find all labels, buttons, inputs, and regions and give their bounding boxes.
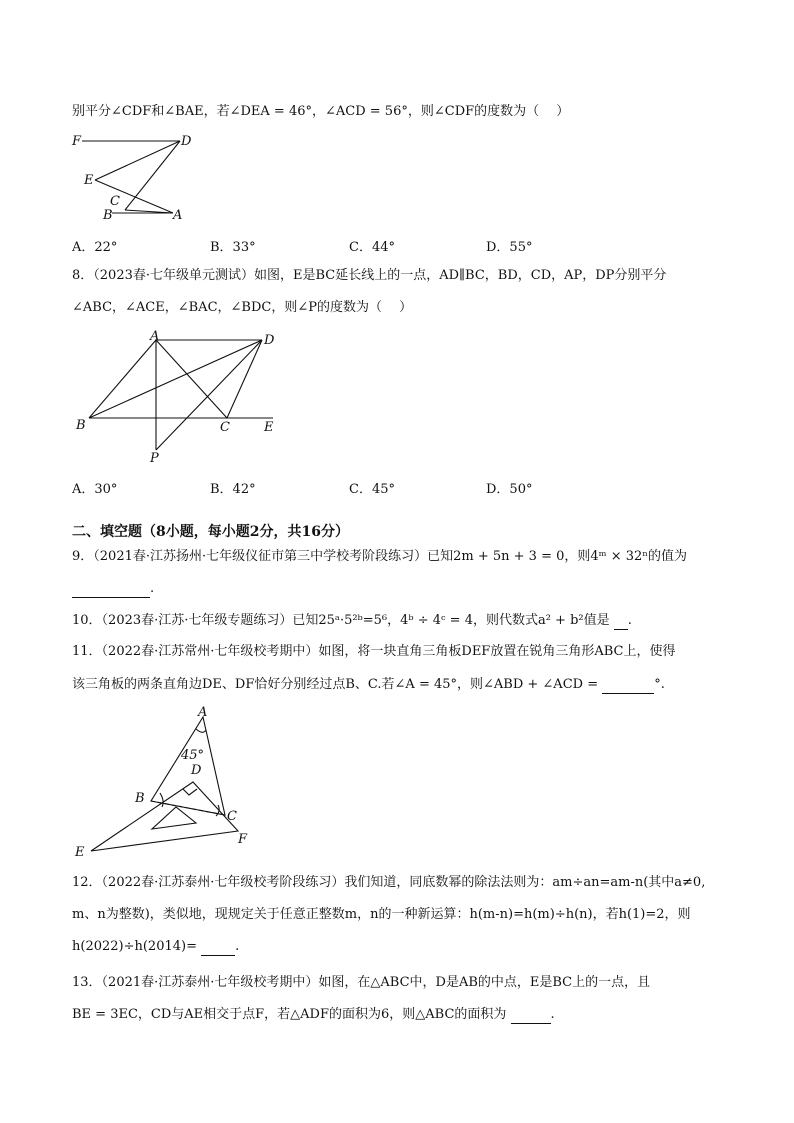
q11-label-C: C [227,809,237,824]
q8-segment-DP [156,340,262,450]
q7-label-A: A [173,208,183,223]
q11-label-angle: 45° [181,748,205,763]
q11-label-B: B [135,791,145,806]
q13-line2-end: . [550,1007,555,1022]
q9-answer-blank[interactable] [72,583,150,598]
q11-line2-end: °. [654,677,665,692]
q13-line2 [72,1006,555,1024]
q11-answer-blank[interactable] [602,679,654,694]
q7-segment-DE [95,141,180,180]
q10-answer-blank[interactable] [614,615,628,630]
q13-line1: 13．（2021春·江苏泰州·七年级校考期中）如图，在△ABC中，D是AB的中点，E是BC上的一点，且 [72,975,651,990]
q9-line2-end: . [150,581,155,596]
q8-segment-BD [89,340,262,418]
q8-label-A: A [150,329,160,344]
q11-angle-arc-B [160,793,163,807]
q7-label-D: D [181,134,192,149]
q12-line3-text: h(2022)÷h(2014)= [72,939,197,954]
q8-option-c: C．45° [349,482,395,497]
q11-right-angle-mark [183,789,197,795]
q8-label-C: C [220,420,230,435]
q11-line2 [72,676,665,694]
q8-segment-BA [89,340,156,418]
q11-figure [70,705,270,865]
q7-option-b: B．33° [210,240,256,255]
q7-option-c: C．44° [349,240,395,255]
q12-line1: 12．（2022春·江苏泰州·七年级校考阶段练习）我们知道，同底数幂的除法法则为：am÷an=am-n(其中a≠0, [72,875,706,890]
q10-end: . [627,613,632,628]
q8-option-b: B．42° [210,482,256,497]
q7-figure [70,130,200,225]
q13-answer-blank[interactable] [511,1009,551,1024]
section-2-title: 二、填空题（8小题，每小题2分，共16分） [72,524,349,540]
q10-text: 10．（2023春·江苏·七年级专题练习）已知25ᵃ·5²ᵇ=5⁶，4ᵇ ÷ 4ᶜ = 4，则代数式a² + b²值是 [72,613,610,628]
q11-label-F: F [238,832,248,847]
q11-triangle-ABC [151,717,225,815]
q10-line [72,612,632,630]
q8-stem-line1: 8．（2023春·七年级单元测试）如图，E是BC延长线上的一点，AD∥BC，BD，CD，AP，DP分别平分 [72,268,667,283]
q8-label-D: D [264,333,275,348]
q9-line2 [72,580,154,598]
q11-line1: 11．（2022春·江苏常州·七年级校考期中）如图，将一块直角三角板DEF放置在锐角三角形ABC上，使得 [72,644,676,659]
q8-segment-AC [156,340,227,418]
q7-label-B: B [103,208,113,223]
q7-segment-DC [125,141,180,210]
q8-label-B: B [76,418,86,433]
q8-label-E: E [264,420,274,435]
q7-label-F: F [72,134,82,149]
q7-stem: 别平分∠CDF和∠BAE，若∠DEA = 46°，∠ACD = 56°，则∠CDF的度数为（ ） [72,104,570,119]
q11-label-D: D [191,763,202,778]
q11-angle-arc-A [196,729,206,732]
q11-label-A: A [198,705,208,720]
q12-answer-blank[interactable] [201,941,235,956]
q11-inner-triangle [152,807,196,829]
q8-option-a: A．30° [72,482,118,497]
q12-line3-end: . [235,939,240,954]
q9-line1: 9．（2021春·江苏扬州·七年级仪征市第三中学校考阶段练习）已知2m + 5n + 3 = 0，则4ᵐ × 32ⁿ的值为 [72,549,687,564]
q7-option-a: A．22° [72,240,118,255]
q8-option-d: D．50° [486,482,533,497]
q12-line2: m、n为整数)，类似地，现规定关于任意正整数m，n的一种新运算：h(m-n)=h(m)÷h(n)，若h(1)=2，则 [72,907,691,922]
q7-option-d: D．55° [486,240,533,255]
q8-figure [70,330,285,470]
q12-line3 [72,938,239,956]
q11-triangle-DEF [91,782,238,851]
q13-line2-text: BE = 3EC，CD与AE相交于点F，若△ADF的面积为6，则△ABC的面积为 [72,1007,507,1022]
q11-label-E: E [75,845,85,860]
q11-line2-text: 该三角板的两条直角边DE、DF恰好分别经过点B、C.若∠A = 45°，则∠ABD + ∠ACD = [72,677,599,692]
q7-label-E: E [84,173,94,188]
q8-stem-line2: ∠ABC，∠ACE，∠BAC，∠BDC，则∠P的度数为（ ） [72,300,413,315]
q7-label-C: C [110,194,120,209]
q8-segment-DC [227,340,262,418]
q8-label-P: P [150,451,159,466]
